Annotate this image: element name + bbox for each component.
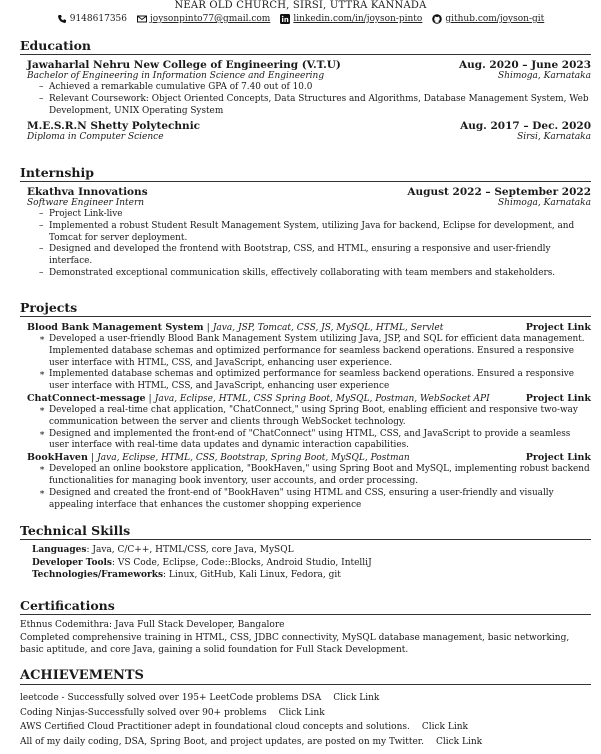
github-link[interactable]: github.com/joyson-git	[445, 14, 545, 24]
internship-dates: August 2022 – September 2022	[407, 186, 591, 198]
list-item: ∗ Developed a real-time chat application, "ChatConnect," using Spring Boot, enabling efficient and responsive two-way communication between the server and clients through WebSocket technology.	[39, 405, 591, 429]
phone-contact	[57, 14, 127, 24]
company-name: Ekathva Innovations	[27, 186, 148, 198]
certifications-heading: Certifications	[20, 598, 591, 615]
list-item: AWS Certified Cloud Practitioner adept in foundational cloud concepts and solutions. Click Link	[20, 722, 468, 732]
project-name: ChatConnect-message	[27, 392, 146, 404]
school-location: Sirsi, Karnataka	[517, 132, 591, 143]
certification-entry	[20, 619, 591, 657]
projects-section	[20, 300, 591, 511]
list-item: – Implemented a robust Student Result Management System, utilizing Java for backend, Eclipse for development, and Tomcat for server deployment.	[39, 221, 591, 245]
project-entry: Blood Bank Management System | Java, JSP, Tomcat, CSS, JS, MySQL, HTML, Servlet Project Link ∗ Developed a user-friendly Blood Bank Management System utilizing Java, JSP, and SQL for efficient data management. Implemented database schemas and optimized performance for seamless backend operations. Ensured a responsive user interface with HTML, CSS, and JavaScript, enhancing user experience. ∗ Implemented database schemas and optimized performance for seamless backend operations. Ensured a responsive user interface with HTML, CSS, and JavaScript, enhancing user experience	[20, 322, 591, 393]
education-entry	[20, 120, 591, 142]
list-item: ∗ Developed an online bookstore application, "BookHaven," using Spring Boot and MySQL, implementing robust backend functionalities for managing book inventory, user accounts, and order processing.	[39, 464, 591, 488]
list-item: Coding Ninjas-Successfully solved over 90+ problems Click Link	[20, 707, 325, 718]
list-item: – Relevant Coursework: Object Oriented Concepts, Data Structures and Algorithms, Database Management System, Web Development, UNIX Operating System	[39, 94, 591, 118]
project-tech: Java, JSP, Tomcat, CSS, JS, MySQL, HTML, Servlet	[212, 323, 444, 333]
internship-location: Shimoga, Karnataka	[498, 198, 591, 208]
certification-description: Completed comprehensive training in HTML, CSS, JDBC connectivity, MySQL database management, basic networking, basic aptitude, and core Java, gaining a solid foundation for Full Stack Development.	[20, 632, 570, 655]
list-item: – Achieved a remarkable cumulative GPA of 7.40 out of 10.0	[39, 82, 591, 94]
degree: Bachelor of Engineering in Information Science and Engineering	[27, 71, 325, 81]
list-item: ∗ Designed and created the front-end of "BookHaven" using HTML and CSS, ensuring a user-friendly and visually appealing interface that enhances the customer shopping experience	[39, 488, 591, 512]
education-section	[20, 38, 591, 142]
project-link[interactable]: Project Link	[525, 452, 591, 464]
phone-icon	[57, 14, 67, 24]
achievements-heading: ACHIEVEMENTS	[20, 668, 591, 685]
github-icon	[432, 14, 442, 24]
project-entry: BookHaven | Java, Eclipse, HTML, CSS, Bootstrap, Spring Boot, MySQL, Postman Project Link ∗ Developed an online bookstore application, "BookHaven," using Spring Boot and MySQL, implementing robust backend functionalities for managing book inventory, user accounts, and order processing. ∗ Designed and created the front-end of "BookHaven" using HTML and CSS, ensuring a user-friendly and visually appealing interface that enhances the customer shopping experience	[20, 452, 591, 511]
project-entry: ChatConnect-message | Java, Eclipse, HTML, CSS Spring Boot, MySQL, Postman, WebSocket API Project Link ∗ Developed a real-time chat application, "ChatConnect," using Spring Boot, enabling efficient and responsive two-way communication between the server and clients through WebSocket technology. ∗ Designed and implemented the front-end of "ChatConnect" using HTML, CSS, and JavaScript to provide a seamless user interface with real-time data updates and dynamic interaction capabilities.	[20, 393, 591, 452]
project-tech: Java, Eclipse, HTML, CSS Spring Boot, MySQL, Postman, WebSocket API	[154, 393, 490, 404]
click-link[interactable]: Click Link	[278, 707, 325, 718]
phone-number: 9148617356	[69, 14, 127, 24]
certification-title: Ethnus Codemithra: Java Full Stack Developer, Bangalore	[20, 620, 285, 630]
education-heading: Education	[20, 38, 591, 55]
role: Software Engineer Intern	[27, 198, 145, 208]
skill-row: Developer Tools: VS Code, Eclipse, Code::Blocks, Android Studio, IntelliJ	[32, 557, 372, 568]
internship-heading: Internship	[20, 165, 591, 182]
certifications-section	[20, 598, 591, 657]
achievements-section	[20, 668, 591, 749]
school-name: M.E.S.R.N Shetty Polytechnic	[27, 120, 201, 133]
school-dates: Aug. 2017 – Dec. 2020	[460, 120, 591, 133]
click-link[interactable]: Click Link	[435, 736, 483, 747]
project-name: Blood Bank Management System	[27, 322, 204, 333]
project-link[interactable]: Project Link	[525, 322, 591, 333]
education-entry	[20, 59, 591, 117]
skills-section	[20, 523, 591, 582]
project-link[interactable]: Project Link	[525, 392, 591, 404]
click-link[interactable]: Click Link	[333, 693, 380, 703]
address: NEAR OLD CHURCH, SIRSI, UTTRA KANNADA	[174, 0, 427, 11]
internship-section	[20, 165, 591, 280]
school-location: Shimoga, Karnataka	[498, 71, 591, 81]
skill-row: Technologies/Frameworks: Linux, GitHub, Kali Linux, Fedora, git	[32, 570, 341, 580]
list-item: – Demonstrated exceptional communication skills, effectively collaborating with team members and stakeholders.	[39, 268, 591, 280]
github-contact[interactable]	[432, 14, 544, 24]
email-link[interactable]: joysonpinto77@gmail.com	[150, 14, 271, 24]
contact-bar	[0, 14, 601, 24]
linkedin-link[interactable]: linkedin.com/in/joyson-pinto	[293, 14, 423, 24]
list-item: All of my daily coding, DSA, Spring Boot, and project updates, are posted on my Twitter. Click Link	[20, 736, 483, 747]
skills-heading: Technical Skills	[20, 523, 591, 540]
list-item: ∗ Designed and implemented the front-end of "ChatConnect" using HTML, CSS, and JavaScript to provide a seamless user interface with real-time data updates and dynamic interaction capabilities.	[39, 429, 591, 453]
list-item: ∗ Developed a user-friendly Blood Bank Management System utilizing Java, JSP, and SQL for efficient data management. Implemented database schemas and optimized performance for seamless backend operations. Ensured a responsive user interface with HTML, CSS, and JavaScript, enhancing user experience.	[39, 334, 591, 369]
list-item[interactable]: – Project Link-live	[39, 209, 591, 221]
skill-row: Languages: Java, C/C++, HTML/CSS, core Java, MySQL	[32, 545, 294, 555]
linkedin-icon	[280, 14, 290, 24]
click-link[interactable]: Click Link	[421, 722, 468, 732]
internship-entry	[20, 186, 591, 280]
school-name: Jawaharlal Nehru New College of Engineering (V.T.U)	[27, 59, 341, 71]
list-item: – Designed and developed the frontend with Bootstrap, CSS, and HTML, ensuring a responsive and user-friendly interface.	[39, 244, 591, 268]
linkedin-contact[interactable]	[280, 14, 422, 24]
projects-heading: Projects	[20, 300, 591, 317]
project-tech: Java, Eclipse, HTML, CSS, Bootstrap, Spring Boot, MySQL, Postman	[97, 453, 410, 464]
skills-list	[20, 544, 591, 582]
list-item: leetcode - Successfully solved over 195+ LeetCode problems DSA Click Link	[20, 693, 380, 703]
achievements-list	[20, 691, 591, 749]
mail-icon	[137, 14, 147, 24]
school-dates: Aug. 2020 – June 2023	[458, 59, 591, 71]
project-name: BookHaven	[27, 452, 88, 464]
degree: Diploma in Computer Science	[27, 132, 164, 143]
list-item: ∗ Implemented database schemas and optimized performance for seamless backend operations. Ensured a responsive user interface with HTML, CSS, and JavaScript, enhancing user experience	[39, 369, 591, 393]
email-contact[interactable]	[137, 14, 270, 24]
